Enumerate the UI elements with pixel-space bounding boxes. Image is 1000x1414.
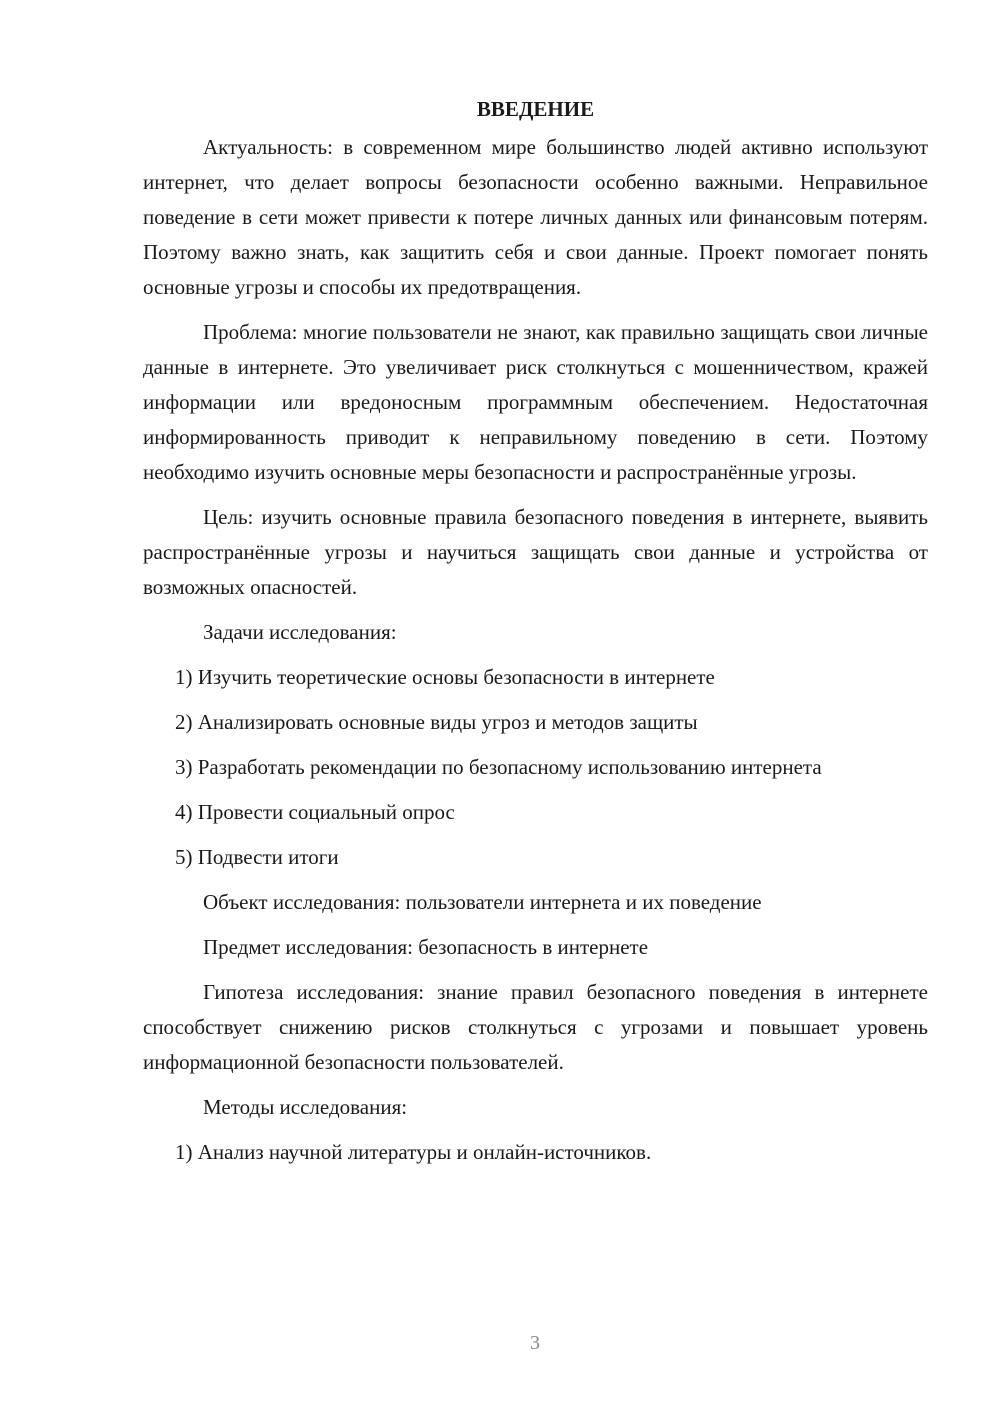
tasks-heading: Задачи исследования: — [203, 620, 397, 644]
task-item-2: 2) Анализировать основные виды угроз и методов защиты — [175, 710, 698, 734]
page-number: 3 — [530, 1332, 540, 1354]
task-item-4: 4) Провести социальный опрос — [175, 800, 455, 824]
methods-heading: Методы исследования: — [203, 1095, 408, 1119]
object-line: Объект исследования: пользователи интернета и их поведение — [203, 890, 762, 914]
task-item-3: 3) Разработать рекомендации по безопасному использованию интернета — [175, 755, 822, 779]
subject-line: Предмет исследования: безопасность в интернете — [203, 935, 649, 959]
page-content — [143, 92, 928, 1170]
goal-paragraph: Цель: изучить основные правила безопасного поведения в интернете, выявить распространённые угрозы и научиться защищать свои данные и устройства от возможных опасностей. — [143, 505, 928, 599]
problem-paragraph: Проблема: многие пользователи не знают, как правильно защищать свои личные данные в интернете. Это увеличивает риск столкнуться с мошенничеством, кражей информации или вредоносным программным обеспечением. Недостаточная информированность приводит к неправильному поведению в сети. Поэтому необходимо изучить основные меры безопасности и распространённые угрозы. — [143, 320, 928, 484]
method-item-1: 1) Анализ научной литературы и онлайн-источников. — [175, 1140, 652, 1164]
task-item-5: 5) Подвести итоги — [175, 845, 339, 869]
task-item-1: 1) Изучить теоретические основы безопасности в интернете — [175, 665, 715, 689]
relevance-paragraph: Актуальность: в современном мире большинство людей активно используют интернет, что делает вопросы безопасности особенно важными. Неправильное поведение в сети может привести к потере личных данных или финансовым потерям. Поэтому важно знать, как защитить себя и свои данные. Проект помогает понять основные угрозы и способы их предотвращения. — [143, 135, 928, 299]
hypothesis-paragraph: Гипотеза исследования: знание правил безопасного поведения в интернете способствует снижению рисков столкнуться с угрозами и повышает уровень информационной безопасности пользователей. — [143, 980, 928, 1074]
page-title: ВВЕДЕНИЕ — [476, 97, 595, 121]
